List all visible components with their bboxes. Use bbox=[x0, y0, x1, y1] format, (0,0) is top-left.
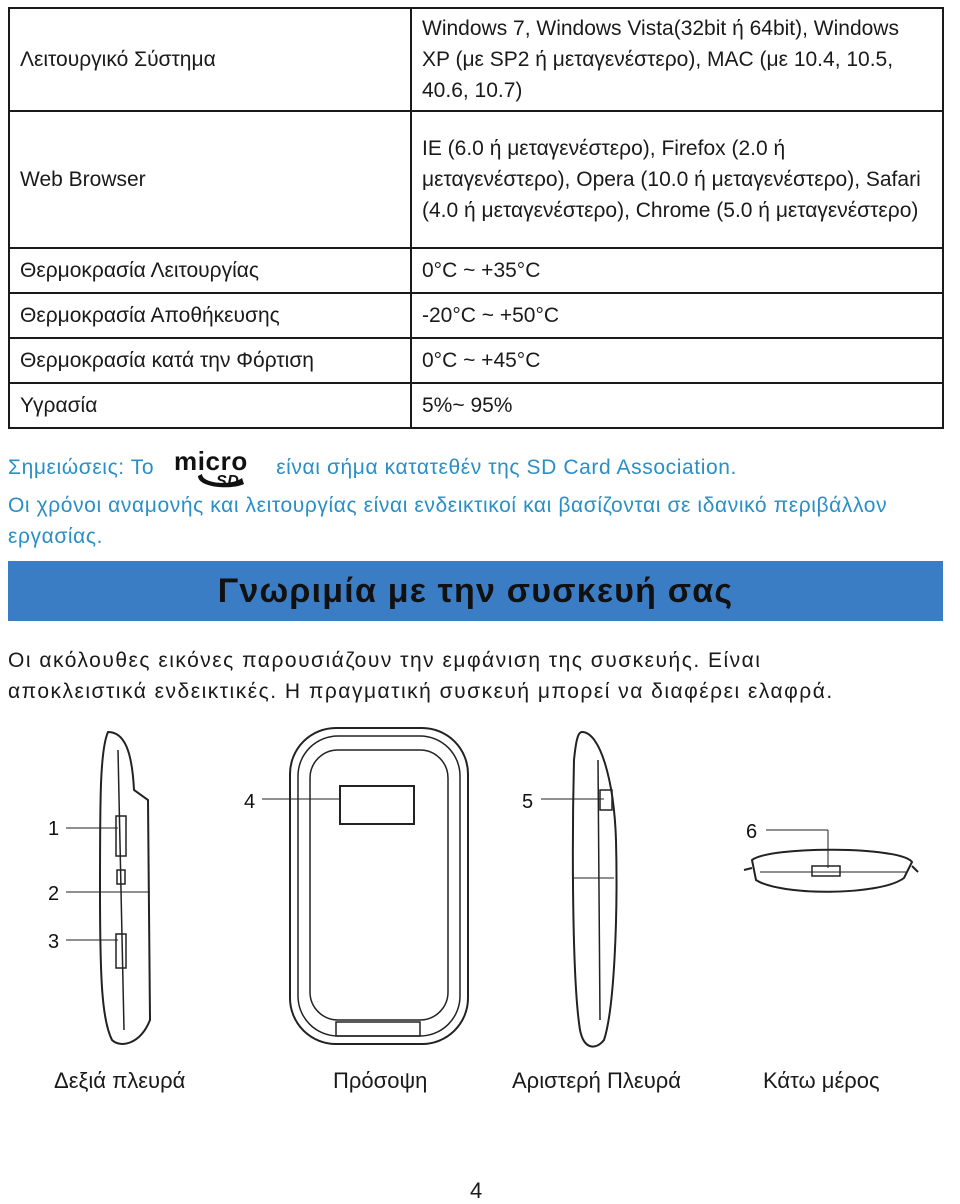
svg-text:micro: micro bbox=[174, 448, 248, 476]
spec-value: Windows 7, Windows Vista(32bit ή 64bit), Windows XP (με SP2 ή μεταγενέστερο), MAC (με 10.4, 10.5, 40.6, 10.7) bbox=[411, 8, 943, 111]
table-row bbox=[9, 248, 943, 293]
right-side-view bbox=[100, 732, 150, 1044]
callout-numbers bbox=[48, 791, 757, 953]
microsd-logo-icon bbox=[172, 448, 268, 488]
spec-value: -20°C ~ +50°C bbox=[411, 293, 943, 338]
left-side-view bbox=[573, 732, 617, 1047]
caption-right-side: Δεξιά πλευρά bbox=[54, 1068, 186, 1093]
note-suffix: είναι σήμα κατατεθέν της SD Card Association. bbox=[276, 456, 737, 479]
spec-value: IE (6.0 ή μεταγενέστερο), Firefox (2.0 ή μεταγενέστερο), Opera (10.0 ή μεταγενέστερο), Safari (4.0 ή μεταγενέστερο), Chrome (5.0 ή μεταγενέστερο) bbox=[411, 111, 943, 248]
spec-label: Θερμοκρασία Αποθήκευσης bbox=[9, 293, 411, 338]
bottom-view bbox=[744, 850, 918, 892]
trademark-note bbox=[8, 448, 737, 488]
spec-label: Θερμοκρασία Λειτουργίας bbox=[9, 248, 411, 293]
callout-6: 6 bbox=[746, 821, 758, 843]
callout-lines bbox=[66, 799, 828, 940]
spec-value: 0°C ~ +35°C bbox=[411, 248, 943, 293]
spec-value: 5%~ 95% bbox=[411, 383, 943, 428]
caption-front: Πρόσοψη bbox=[333, 1068, 428, 1093]
spec-table bbox=[8, 7, 944, 429]
table-row bbox=[9, 383, 943, 428]
note-prefix: Σημειώσεις: Το bbox=[8, 456, 155, 479]
spec-label: Web Browser bbox=[9, 111, 411, 248]
table-row bbox=[9, 293, 943, 338]
intro-line: αποκλειστικά ενδεικτικές. Η πραγματική συσκευή μπορεί να διαφέρει ελαφρά. bbox=[8, 680, 834, 703]
callout-3: 3 bbox=[48, 931, 60, 953]
intro-line: Οι ακόλουθες εικόνες παρουσιάζουν την εμφάνιση της συσκευής. Είναι bbox=[8, 649, 762, 672]
page-number: 4 bbox=[470, 1178, 483, 1203]
callout-1: 1 bbox=[48, 818, 60, 840]
table-row bbox=[9, 8, 943, 111]
intro-text bbox=[8, 645, 948, 707]
spec-label: Λειτουργικό Σύστημα bbox=[9, 8, 411, 111]
caption-left-side: Αριστερή Πλευρά bbox=[512, 1068, 681, 1093]
standby-note: Οι χρόνοι αναμονής και λειτουργίας είναι ενδεικτικοί και βασίζονται σε ιδανικό περιβάλλον εργασίας. bbox=[8, 494, 888, 548]
device-figure bbox=[0, 720, 960, 1060]
section-title: Γνωριμία με την συσκευή σας bbox=[217, 571, 734, 610]
caption-bottom: Κάτω μέρος bbox=[763, 1068, 880, 1093]
svg-text:SD: SD bbox=[216, 473, 240, 488]
spec-label: Υγρασία bbox=[9, 383, 411, 428]
section-banner bbox=[8, 561, 943, 621]
front-view bbox=[290, 728, 468, 1044]
callout-4: 4 bbox=[244, 791, 256, 813]
callout-2: 2 bbox=[48, 883, 60, 905]
table-row bbox=[9, 338, 943, 383]
spec-label: Θερμοκρασία κατά την Φόρτιση bbox=[9, 338, 411, 383]
spec-value: 0°C ~ +45°C bbox=[411, 338, 943, 383]
callout-5: 5 bbox=[522, 791, 534, 813]
table-row bbox=[9, 111, 943, 248]
